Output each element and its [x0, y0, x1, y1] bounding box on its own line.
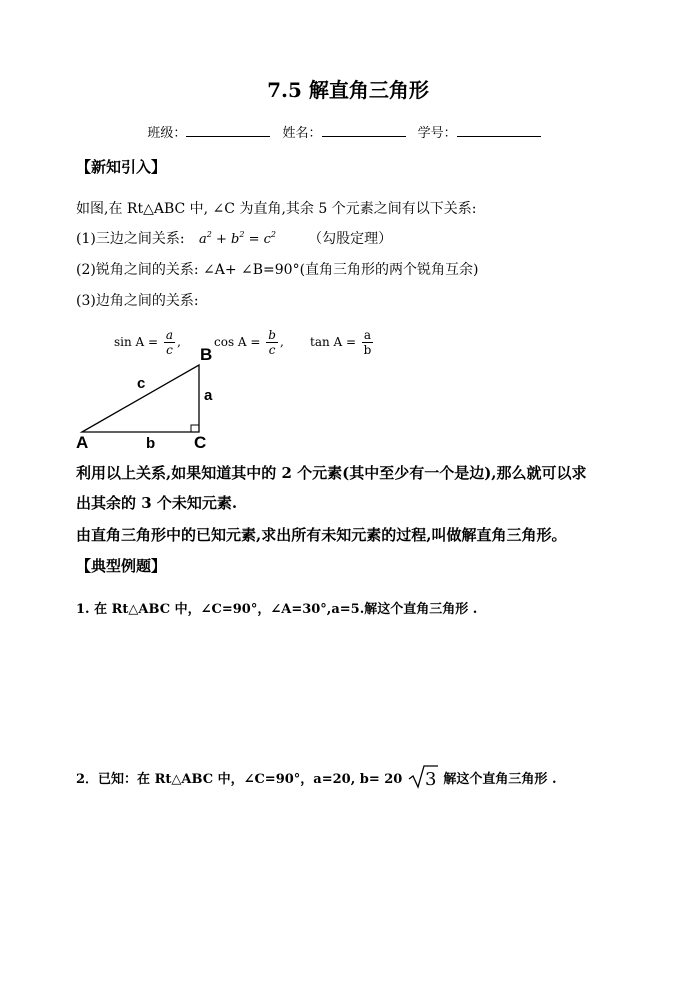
vertex-C: C	[194, 433, 207, 452]
svg-text:3: 3	[424, 769, 437, 790]
example-2	[76, 764, 556, 790]
side-c-label: c	[137, 375, 146, 392]
right-angle-marker	[191, 425, 199, 432]
radical-sign-icon	[407, 764, 439, 790]
vertex-A: A	[76, 433, 89, 452]
section-examples: 【典型例题】	[76, 557, 167, 575]
sqrt-3	[407, 764, 439, 790]
intro-line-1: 如图,在 Rt△ABC 中, ∠C 为直角,其余 5 个元素之间有以下关系:	[76, 201, 477, 217]
right-triangle-diagram	[70, 340, 230, 455]
section-new-knowledge: 【新知引入】	[76, 158, 167, 176]
id-blank[interactable]	[457, 124, 541, 137]
pythagoras-formula: $a^2 + b^2 = c^2$	[199, 230, 276, 247]
example-1: 1. 在 Rt△ABC 中，∠C=90°，∠A=30°,a=5.解这个直角三角形 .	[76, 602, 478, 617]
sin-formula: sin A = $\frac{a}{c}$ ,	[114, 328, 181, 357]
intro-line-4: (3)边角之间的关系:	[76, 293, 199, 309]
id-label: 学号：	[417, 126, 457, 141]
class-blank[interactable]	[186, 124, 270, 137]
name-blank[interactable]	[322, 124, 406, 137]
class-label: 班级：	[147, 126, 187, 141]
intro-line-2	[76, 228, 392, 248]
vertex-B: B	[200, 345, 213, 364]
pythagoras-label: (1)三边之间关系:	[76, 231, 185, 247]
page-title: 7.5 解直角三角形	[267, 78, 429, 102]
side-a-label: a	[204, 387, 213, 404]
pythagoras-note: （勾股定理）	[308, 231, 393, 247]
student-info-line	[0, 122, 696, 141]
paragraph-2: 由直角三角形中的已知元素,求出所有未知元素的过程,叫做解直角三角形。	[76, 526, 567, 544]
cos-formula: cos A = $\frac{b}{c}$ ,	[214, 328, 284, 357]
paragraph-1-line-1: 利用以上关系,如果知道其中的 2 个元素(其中至少有一个是边),那么就可以求	[76, 464, 587, 482]
tan-formula: tan A = $\frac{a}{b}$	[310, 328, 372, 357]
side-b-label: b	[146, 435, 156, 452]
intro-line-3: (2)锐角之间的关系: ∠A+ ∠B=90°(直角三角形的两个锐角互余)	[76, 262, 479, 278]
name-label: 姓名：	[282, 126, 322, 141]
paragraph-1-line-2: 出其余的 3 个未知元素.	[76, 494, 238, 512]
example-2-prefix: 2．已知：在 Rt△ABC 中，∠C=90°，a=20, b= 20	[76, 772, 403, 787]
example-2-suffix: 解这个直角三角形 .	[443, 772, 557, 787]
